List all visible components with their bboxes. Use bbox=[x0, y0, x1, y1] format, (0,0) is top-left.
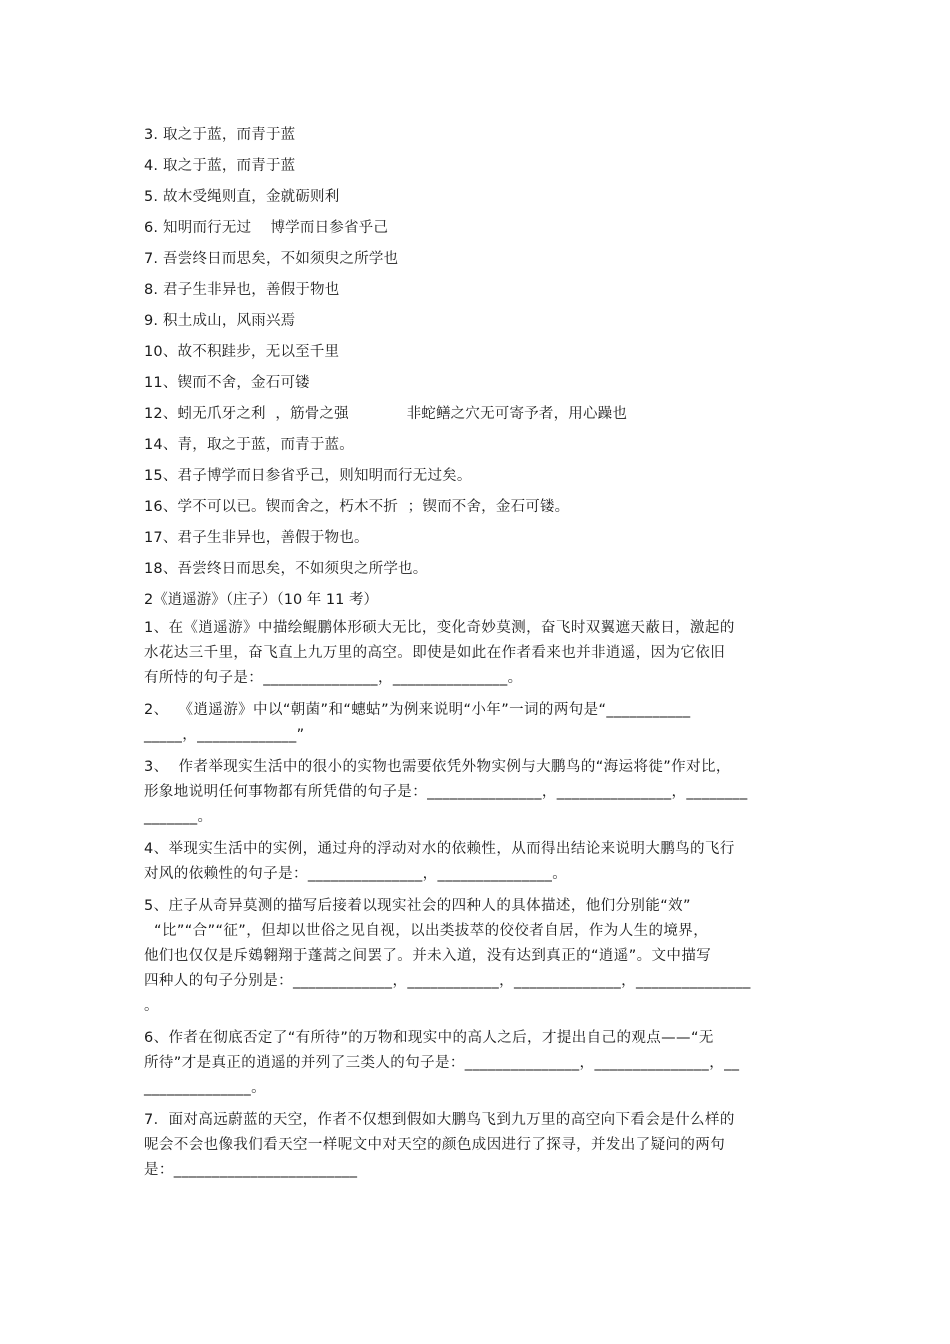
text-line: 3. 取之于蓝，而青于蓝 bbox=[144, 127, 296, 143]
question-5: 5、庄子从奇异莫测的描写后接着以现实社会的四种人的具体描述，他们分别能“效” “比”“合”“征”，但却以世俗之见自视，以出类拔萃的佼佼者自居，作为人生的境界， 他们也仅仅是斥鴳翱翔于蓬蒿之间罢了。并未入道，没有达到真正的“逍遥”。文中描写 四种人的句子分别是：_____________，____________，______________，_______________ 。 bbox=[144, 898, 751, 1014]
text-line: 4. 取之于蓝，而青于蓝 bbox=[144, 158, 296, 174]
text-line: 12、蚓无爪牙之利 ，筋骨之强 非蛇鳝之穴无可寄予者，用心躁也 bbox=[144, 406, 628, 422]
question-6: 6、作者在彻底否定了“有所待”的万物和现实中的高人之后，才提出自己的观点——“无 所待”才是真正的逍遥的并列了三类人的句子是：_______________，_______________，__ ______________。 bbox=[144, 1030, 740, 1096]
question-2: 2、 《逍遥游》中以“朝菌”和“蟪蛄”为例来说明“小年”一词的两句是“___________ _____，_____________” bbox=[144, 702, 691, 743]
text-line: 16、学不可以已。锲而舍之，朽木不折 ；锲而不舍，金石可镂。 bbox=[144, 499, 570, 515]
question-3: 3、 作者举现实生活中的很小的实物也需要依凭外物实例与大鹏鸟的“海运将徙”作对比， 形象地说明任何事物都有所凭借的句子是：_______________，_______________，________ _______。 bbox=[144, 759, 748, 825]
question-4: 4、举现实生活中的实例，通过舟的浮动对水的依赖性，从而得出结论来说明大鹏鸟的飞行 对风的依赖性的句子是：_______________，_______________。 bbox=[144, 841, 735, 882]
text-line: 17、君子生非异也，善假于物也。 bbox=[144, 530, 369, 546]
text-line: 15、君子博学而日参省乎己，则知明而行无过矣。 bbox=[144, 468, 472, 484]
section-heading: 2《逍遥游》（庄子）（10 年 11 考） bbox=[144, 592, 378, 608]
text-line: 10、故不积跬步，无以至千里 bbox=[144, 344, 340, 360]
text-line: 6. 知明而行无过 博学而日参省乎己 bbox=[144, 220, 389, 236]
question-7: 7．面对高远蔚蓝的天空，作者不仅想到假如大鹏鸟飞到九万里的高空向下看会是什么样的 呢会不会也像我们看天空一样呢文中对天空的颜色成因进行了探寻，并发出了疑问的两句 是：________________________ bbox=[144, 1112, 735, 1178]
text-line: 8. 君子生非异也，善假于物也 bbox=[144, 282, 340, 298]
question-1: 1、在《逍遥游》中描绘鲲鹏体形硕大无比，变化奇妙莫测，奋飞时双翼遮天蔽日，激起的 水花达三千里，奋飞直上九万里的高空。即使是如此在作者看来也并非逍遥，因为它依旧 有所恃的句子是：_______________，_______________。 bbox=[144, 620, 735, 686]
document-page bbox=[144, 120, 816, 1190]
text-line: 5. 故木受绳则直，金就砺则利 bbox=[144, 189, 340, 205]
text-line: 7. 吾尝终日而思矣，不如须臾之所学也 bbox=[144, 251, 399, 267]
text-line: 9. 积土成山，风雨兴焉 bbox=[144, 313, 296, 329]
text-line: 18、吾尝终日而思矣，不如须臾之所学也。 bbox=[144, 561, 428, 577]
text-line: 14、青，取之于蓝，而青于蓝。 bbox=[144, 437, 354, 453]
text-line: 11、锲而不舍，金石可镂 bbox=[144, 375, 310, 391]
